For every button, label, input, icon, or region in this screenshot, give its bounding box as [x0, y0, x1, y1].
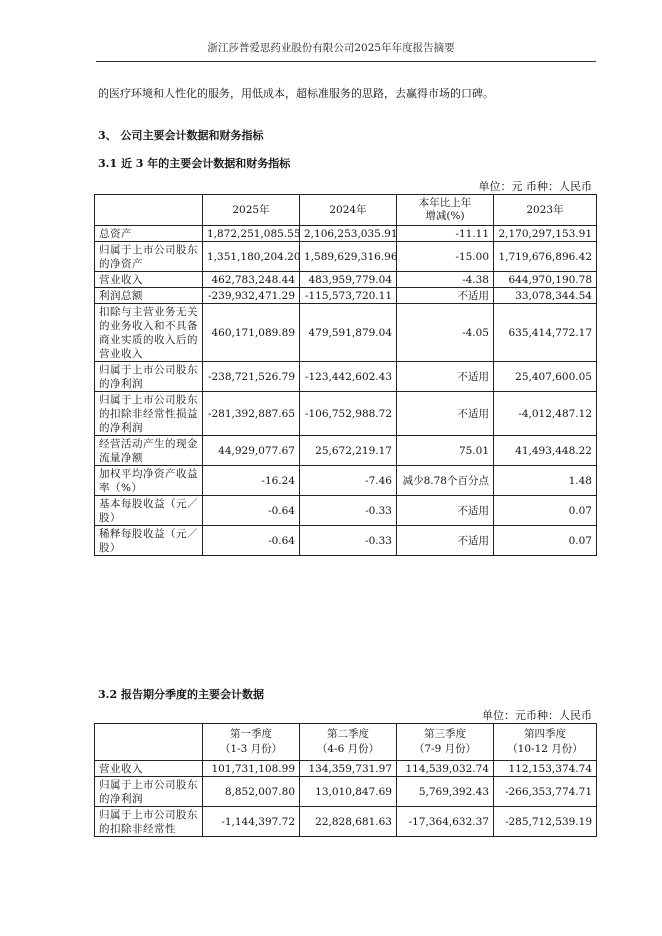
table-row [95, 226, 597, 242]
table1-header-2024: 2024年 [300, 195, 397, 226]
value-cell: 101,731,108.99 [203, 761, 300, 777]
intro-paragraph: 的医疗环境和人性化的服务，用低成本，超标准服务的思路，去赢得市场的口碑。 [98, 87, 494, 100]
value-cell: -16.24 [203, 466, 300, 496]
table-row [95, 761, 597, 777]
value-cell: -15.00 [397, 242, 494, 272]
q3-label: 第三季度 [424, 728, 466, 740]
q2-range: （4-6 月份） [316, 743, 380, 755]
table-row [95, 777, 597, 807]
quarterly-financial-table [94, 723, 597, 837]
value-cell: -266,353,774.71 [494, 777, 597, 807]
section-3-2-title: 3.2 报告期分季度的主要会计数据 [98, 688, 264, 701]
value-cell: 2,170,297,153.91 [494, 226, 597, 242]
value-cell: 462,783,248.44 [203, 272, 300, 288]
value-cell: 44,929,077.67 [203, 436, 300, 466]
value-cell: 635,414,772.17 [494, 304, 597, 362]
annual-financial-table [94, 194, 597, 556]
value-cell: -123,442,602.43 [300, 362, 397, 392]
value-cell: 8,852,007.80 [203, 777, 300, 807]
value-cell: 2,106,253,035.91 [300, 226, 397, 242]
value-cell: -285,712,539.19 [494, 807, 597, 837]
value-cell: 41,493,448.22 [494, 436, 597, 466]
table-row [95, 436, 597, 466]
q3-range: （7-9 月份） [413, 743, 477, 755]
table-row [95, 392, 597, 436]
value-cell: 1,589,629,316.96 [300, 242, 397, 272]
row-label: 营业收入 [95, 272, 203, 288]
value-cell: 13,010,847.69 [300, 777, 397, 807]
value-cell: -0.64 [203, 526, 300, 556]
value-cell: 不适用 [397, 362, 494, 392]
value-cell: 0.07 [494, 526, 597, 556]
value-cell: -0.64 [203, 496, 300, 526]
value-cell: -106,752,988.72 [300, 392, 397, 436]
table1-header-row [95, 195, 597, 226]
value-cell: -238,721,526.79 [203, 362, 300, 392]
value-cell: 不适用 [397, 288, 494, 304]
value-cell: 33,078,344.54 [494, 288, 597, 304]
row-label: 经营活动产生的现金流量净额 [95, 436, 203, 466]
value-cell: -0.33 [300, 526, 397, 556]
row-label: 扣除与主营业务无关的业务收入和不具备商业实质的收入后的营业收入 [95, 304, 203, 362]
table2-header-q1 [203, 724, 300, 761]
value-cell: 644,970,190.78 [494, 272, 597, 288]
table-row [95, 362, 597, 392]
table-row [95, 526, 597, 556]
row-label: 归属于上市公司股东的扣除非经常性 [95, 807, 203, 837]
row-label: 利润总额 [95, 288, 203, 304]
table-row [95, 304, 597, 362]
q2-label: 第二季度 [327, 728, 369, 740]
table-row [95, 272, 597, 288]
value-cell: 112,153,374.74 [494, 761, 597, 777]
value-cell: -17,364,632.37 [397, 807, 494, 837]
row-label: 营业收入 [95, 761, 203, 777]
table-row [95, 807, 597, 837]
value-cell: 22,828,681.63 [300, 807, 397, 837]
row-label: 基本每股收益（元／股） [95, 496, 203, 526]
row-label: 归属于上市公司股东的净资产 [95, 242, 203, 272]
value-cell: -7.46 [300, 466, 397, 496]
value-cell: 5,769,392.43 [397, 777, 494, 807]
value-cell: -0.33 [300, 496, 397, 526]
value-cell: 0.07 [494, 496, 597, 526]
table1-header-change: 本年比上年 增减(%) [397, 195, 494, 226]
row-label: 稀释每股收益（元／股） [95, 526, 203, 556]
table-row [95, 288, 597, 304]
q4-label: 第四季度 [524, 728, 566, 740]
table2-header-q3 [397, 724, 494, 761]
section-3-1-title: 3.1 近 3 年的主要会计数据和财务指标 [98, 157, 291, 170]
table2-header-q4 [494, 724, 597, 761]
value-cell: 114,539,032.74 [397, 761, 494, 777]
q1-label: 第一季度 [230, 728, 272, 740]
value-cell: 75.01 [397, 436, 494, 466]
table-row [95, 242, 597, 272]
value-cell: 25,672,219.17 [300, 436, 397, 466]
value-cell: 1,719,676,896.42 [494, 242, 597, 272]
table-row [95, 496, 597, 526]
table1-unit: 单位：元 币种：人民币 [478, 180, 592, 193]
value-cell: -239,932,471.29 [203, 288, 300, 304]
table1-header-2023: 2023年 [494, 195, 597, 226]
value-cell: 25,407,600.05 [494, 362, 597, 392]
value-cell: 479,591,879.04 [300, 304, 397, 362]
value-cell: 不适用 [397, 526, 494, 556]
value-cell: -281,392,887.65 [203, 392, 300, 436]
table1-header-2025: 2025年 [203, 195, 300, 226]
row-label: 加权平均净资产收益率（%） [95, 466, 203, 496]
header-divider [96, 61, 596, 62]
table-row [95, 466, 597, 496]
q1-range: （1-3 月份） [219, 743, 283, 755]
row-label: 归属于上市公司股东的净利润 [95, 362, 203, 392]
table2-header-blank [95, 724, 203, 761]
value-cell: 减少8.78个百分点 [397, 466, 494, 496]
page-header-title: 浙江莎普爱思药业股份有限公司2025年年度报告摘要 [207, 42, 455, 54]
value-cell: 460,171,089.89 [203, 304, 300, 362]
value-cell: 1.48 [494, 466, 597, 496]
value-cell: -11.11 [397, 226, 494, 242]
value-cell: 1,351,180,204.20 [203, 242, 300, 272]
value-cell: 483,959,779.04 [300, 272, 397, 288]
table2-header-q2 [300, 724, 397, 761]
value-cell: -4,012,487.12 [494, 392, 597, 436]
table2-header-row [95, 724, 597, 761]
q4-range: （10-12 月份） [507, 743, 583, 755]
row-label: 归属于上市公司股东的净利润 [95, 777, 203, 807]
value-cell: -1,144,397.72 [203, 807, 300, 837]
section-3-title: 3、 公司主要会计数据和财务指标 [98, 129, 264, 142]
row-label: 归属于上市公司股东的扣除非经常性损益的净利润 [95, 392, 203, 436]
value-cell: -4.38 [397, 272, 494, 288]
value-cell: 1,872,251,085.55 [203, 226, 300, 242]
value-cell: 134,359,731.97 [300, 761, 397, 777]
value-cell: -115,573,720.11 [300, 288, 397, 304]
value-cell: -4.05 [397, 304, 494, 362]
table2-unit: 单位：元币种：人民币 [482, 709, 592, 722]
value-cell: 不适用 [397, 392, 494, 436]
value-cell: 不适用 [397, 496, 494, 526]
row-label: 总资产 [95, 226, 203, 242]
table1-header-blank [95, 195, 203, 226]
